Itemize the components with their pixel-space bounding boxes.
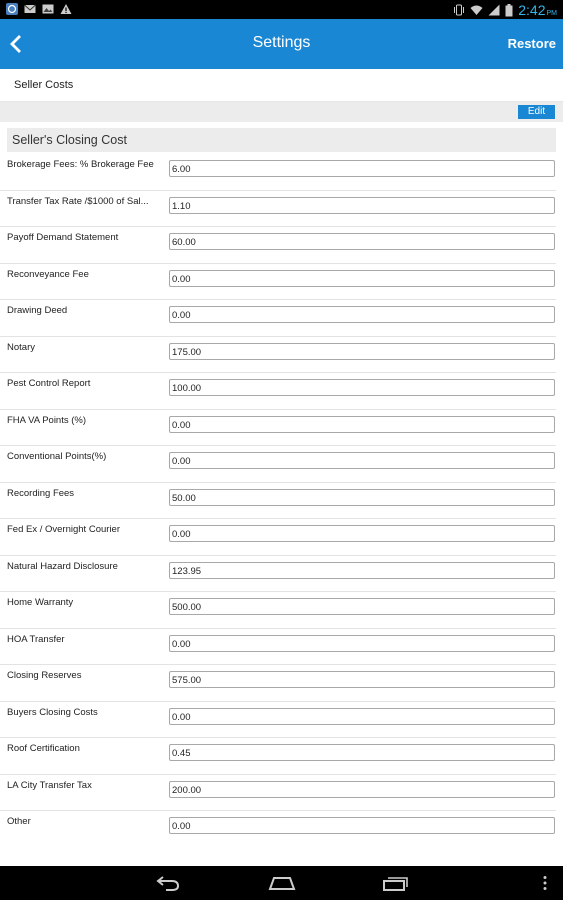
value-input[interactable] (169, 233, 555, 250)
value-input[interactable] (169, 671, 555, 688)
value-text: 123.95 (172, 565, 202, 577)
value-text: 0.00 (172, 638, 191, 650)
value-text: 1.10 (172, 200, 191, 212)
row-label: Natural Hazard Disclosure (7, 560, 118, 572)
value-text: 100.00 (172, 383, 202, 394)
back-nav-icon[interactable] (155, 875, 181, 891)
value-input[interactable] (169, 416, 555, 433)
value-input[interactable] (169, 562, 555, 579)
value-input[interactable] (169, 525, 555, 542)
warning-icon (60, 3, 72, 15)
row-label: Payoff Demand Statement (7, 232, 119, 243)
edit-bar (0, 102, 563, 122)
wifi-icon (470, 4, 483, 16)
row-label: Drawing Deed (7, 305, 68, 316)
value-input[interactable] (169, 379, 555, 396)
value-input[interactable] (169, 160, 555, 177)
value-text: 500.00 (172, 602, 202, 613)
value-text: 0.00 (172, 529, 191, 540)
signal-icon (488, 4, 500, 16)
list-item (0, 300, 556, 337)
row-label: Pest Control Report (7, 378, 91, 389)
value-input[interactable] (169, 708, 555, 725)
row-label: Transfer Tax Rate /$1000 of Sal... (7, 195, 149, 207)
row-label: Brokerage Fees: % Brokerage Fee (7, 159, 154, 170)
value-input[interactable] (169, 306, 555, 323)
row-label: Reconveyance Fee (7, 268, 89, 280)
value-input[interactable] (169, 452, 555, 469)
list-item (0, 556, 556, 593)
overflow-menu-icon[interactable] (542, 875, 548, 891)
value-text: 6.00 (172, 164, 191, 175)
list-item (0, 702, 556, 739)
row-label: Buyers Closing Costs (7, 706, 98, 718)
value-text: 0.00 (172, 711, 191, 723)
row-label: Roof Certification (7, 743, 80, 754)
navigation-bar (0, 866, 563, 900)
value-input[interactable] (169, 343, 555, 360)
value-text: 0.00 (172, 273, 191, 285)
clock-ampm: PM (546, 10, 557, 17)
value-input[interactable] (169, 598, 555, 615)
subheader-seller-costs: Seller Costs (0, 69, 563, 102)
value-input[interactable] (169, 489, 555, 506)
value-text: 0.00 (172, 821, 191, 832)
value-text: 575.00 (172, 675, 202, 686)
list-item (0, 373, 556, 410)
recent-apps-icon[interactable] (382, 875, 410, 891)
list-item (0, 410, 556, 447)
mail-icon (24, 3, 36, 15)
value-text: 50.00 (172, 492, 196, 504)
section-title: Seller's Closing Cost (7, 128, 556, 152)
row-label: Notary (7, 341, 35, 353)
list-item (0, 775, 556, 812)
row-label: Fed Ex / Overnight Courier (7, 524, 120, 535)
row-label: HOA Transfer (7, 633, 65, 645)
list-item (0, 738, 556, 775)
value-input[interactable] (169, 270, 555, 287)
battery-icon (505, 4, 513, 17)
list-item (0, 592, 556, 629)
image-icon (42, 3, 54, 15)
action-bar (0, 19, 563, 69)
list-item (0, 337, 556, 374)
list-item (0, 629, 556, 666)
list-item (0, 264, 556, 301)
list-item (0, 227, 556, 264)
value-text: 0.00 (172, 456, 191, 467)
row-label: FHA VA Points (%) (7, 414, 87, 426)
list-item (0, 811, 556, 848)
value-input[interactable] (169, 635, 555, 652)
value-input[interactable] (169, 817, 555, 834)
value-input[interactable] (169, 197, 555, 214)
value-text: 60.00 (172, 237, 196, 248)
edit-button[interactable]: Edit (518, 105, 555, 119)
row-label: Conventional Points(%) (7, 451, 107, 462)
value-text: 0.00 (172, 419, 191, 431)
restore-button[interactable]: Restore (507, 36, 556, 51)
row-label: Recording Fees (7, 487, 75, 499)
list-item (0, 519, 556, 556)
row-label: LA City Transfer Tax (7, 779, 92, 791)
list-item (0, 665, 556, 702)
value-text: 0.45 (172, 748, 191, 759)
home-nav-icon[interactable] (268, 875, 296, 891)
value-text: 175.00 (172, 346, 202, 358)
row-label: Closing Reserves (7, 670, 82, 681)
list-item (0, 446, 556, 483)
row-label: Other (7, 816, 31, 827)
notification-globe-icon (6, 3, 18, 15)
page-title: Settings (252, 34, 311, 51)
cost-list (0, 154, 563, 848)
vibrate-icon (453, 4, 465, 16)
list-item (0, 483, 556, 520)
value-text: 0.00 (172, 310, 191, 321)
clock: 2:42 (518, 2, 546, 18)
value-input[interactable] (169, 744, 555, 761)
value-input[interactable] (169, 781, 555, 798)
value-text: 200.00 (172, 784, 202, 796)
list-item (0, 191, 556, 228)
status-bar (0, 0, 563, 19)
row-label: Home Warranty (7, 597, 74, 608)
list-item (0, 154, 556, 191)
content-area (0, 69, 563, 866)
